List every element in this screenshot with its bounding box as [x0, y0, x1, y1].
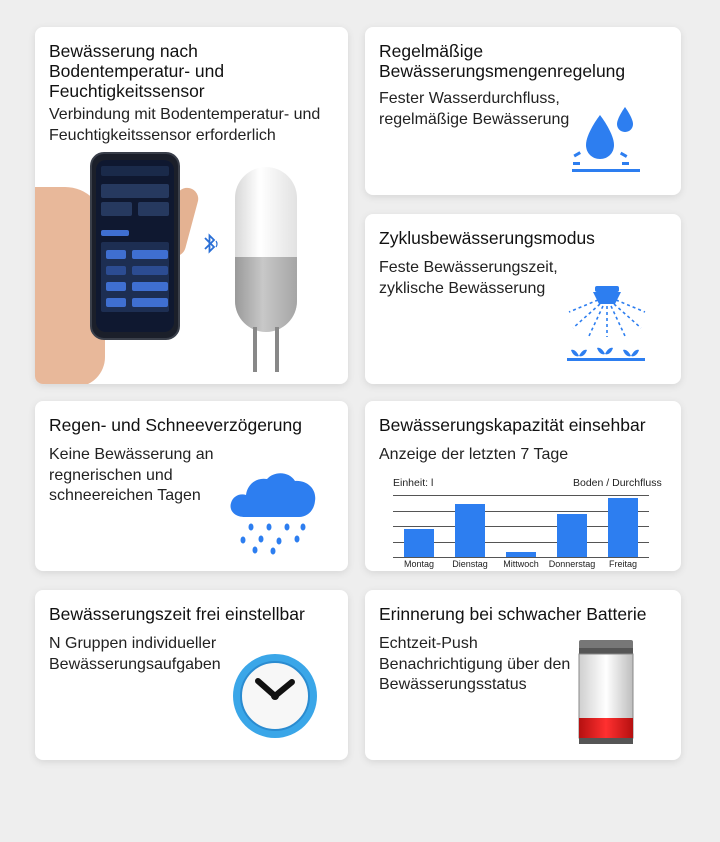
bluetooth-icon — [201, 232, 219, 256]
card-title: Zyklusbewässerungsmodus — [379, 228, 595, 248]
card-description: Keine Bewässerung an regnerischen und schneereichen Tagen — [49, 446, 214, 504]
chart-tick-label: Dienstag — [452, 559, 488, 569]
chart-bar-dienstag — [455, 504, 485, 557]
capacity-chart-card — [365, 401, 681, 571]
card-title: Erinnerung bei schwacher Batterie — [379, 604, 647, 624]
card-title: Regen- und Schneeverzögerung — [49, 415, 302, 435]
sensor-watering-card — [35, 27, 348, 384]
chart-tick-label: Mittwoch — [503, 559, 539, 569]
chart-x-axis — [393, 559, 649, 571]
card-description: Echtzeit-Push Benachrichtigung über den Bewässerungsstatus — [379, 635, 571, 693]
rain-snow-delay-card — [35, 401, 348, 571]
smartphone-app — [90, 152, 180, 340]
clock-icon — [231, 652, 319, 740]
chart-tick-label: Freitag — [608, 559, 637, 569]
low-battery-card — [365, 590, 681, 760]
chart-bar-donnerstag — [557, 514, 587, 557]
sprinkler-icon — [565, 282, 649, 366]
chart-bar-freitag — [608, 498, 638, 557]
chart-tick-label: Donnerstag — [548, 559, 596, 569]
water-drops-icon — [570, 105, 642, 175]
card-description: Feste Bewässerungszeit, zyklische Bewässerung — [379, 259, 558, 297]
chart-unit-label: Einheit: l — [393, 477, 434, 489]
card-title: Regelmäßige Bewässerungsmengenregelung — [379, 41, 626, 81]
card-title: Bewässerungskapazität einsehbar — [379, 415, 646, 435]
card-description: Anzeige der letzten 7 Tage — [379, 446, 569, 463]
chart-legend-label: Boden / Durchfluss — [573, 477, 662, 489]
bar-chart — [393, 495, 649, 557]
rain-cloud-icon — [225, 465, 321, 555]
schedule-card — [35, 590, 348, 760]
chart-bar-montag — [404, 529, 434, 557]
card-description: Fester Wasserdurchfluss, regelmäßige Bewässerung — [379, 90, 570, 128]
card-title: Bewässerung nach Bodentemperatur- und Feuchtigkeitssensor — [49, 41, 225, 101]
battery-low-icon — [575, 638, 637, 746]
chart-bar-mittwoch — [506, 552, 536, 557]
app-screen — [96, 160, 174, 332]
chart-tick-label: Montag — [403, 559, 435, 569]
chart-grid-line — [393, 495, 649, 496]
regular-amount-card — [365, 27, 681, 195]
card-description: Verbindung mit Bodentemperatur- und Feuchtigkeitssensor erforderlich — [49, 106, 321, 144]
soil-sensor-device — [235, 167, 305, 372]
card-description: N Gruppen individueller Bewässerungsaufgaben — [49, 635, 221, 673]
card-title: Bewässerungszeit frei einstellbar — [49, 604, 305, 624]
cycle-mode-card — [365, 214, 681, 384]
chart-grid-line — [393, 557, 649, 558]
